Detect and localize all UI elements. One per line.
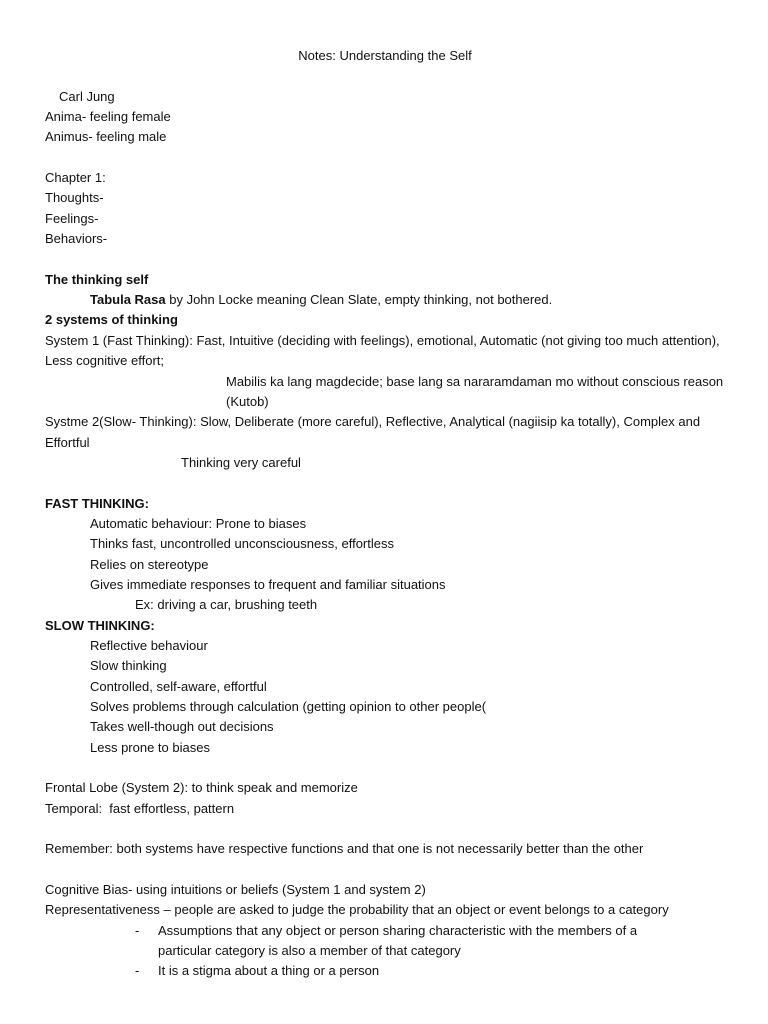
spacer <box>45 860 725 880</box>
system2-paragraph: Systme 2(Slow- Thinking): Slow, Deliberate (more careful), Reflective, Analytical (nagiisip ka totally), Complex and Effortful <box>45 414 701 450</box>
chapter-heading: Chapter 1: <box>45 170 106 186</box>
system1-note: Mabilis ka lang magdecide; base lang sa nararamdaman mo without conscious reason (Kutob) <box>226 373 724 409</box>
chapter-item: Thoughts- <box>45 190 104 206</box>
spacer <box>45 819 725 839</box>
fast-thinking-item: Thinks fast, uncontrolled unconsciousness, effortless <box>90 536 394 552</box>
system1-paragraph: System 1 (Fast Thinking): Fast, Intuitive (deciding with feelings), emotional, Automatic (not giving too much attention), Less cognitive effort; <box>45 332 720 369</box>
slow-thinking-heading: SLOW THINKING: <box>45 617 155 633</box>
list-item <box>45 921 725 962</box>
cognitive-bias-line: Cognitive Bias- using intuitions or beliefs (System 1 and system 2) <box>45 882 426 898</box>
fast-thinking-item: Automatic behaviour: Prone to biases <box>90 515 307 531</box>
bullet-text: Assumptions that any object or person sharing characteristic with the members of a particular category is also a member of that category <box>158 922 638 959</box>
tabula-rasa-definition: by John Locke meaning Clean Slate, empty thinking, not bothered. <box>165 292 553 308</box>
jung-name: Carl Jung <box>59 88 115 104</box>
temporal-lobe-line: Temporal: fast effortless, pattern <box>45 800 235 816</box>
bullet-dash: - <box>135 963 140 979</box>
spacer <box>45 66 725 86</box>
slow-thinking-item: Solves problems through calculation (getting opinion to other people( <box>90 699 487 714</box>
chapter-item: Behaviors- <box>45 231 108 247</box>
spacer <box>45 249 725 269</box>
bullet-dash: - <box>135 922 140 938</box>
animus-line: Animus- feeling male <box>45 129 167 145</box>
slow-thinking-item: Controlled, self-aware, effortful <box>90 678 267 694</box>
slow-thinking-item: Less prone to biases <box>90 739 210 755</box>
document-body <box>45 46 725 982</box>
spacer <box>45 148 725 168</box>
remember-line: Remember: both systems have respective functions and that one is not necessarily better than the other <box>45 841 644 857</box>
fast-thinking-heading: FAST THINKING: <box>45 495 149 511</box>
slow-thinking-item: Reflective behaviour <box>90 637 208 653</box>
system2-note: Thinking very careful <box>181 454 301 470</box>
spacer <box>45 758 725 778</box>
slow-thinking-item: Takes well-though out decisions <box>90 719 274 735</box>
fast-thinking-item: Gives immediate responses to frequent and familiar situations <box>90 576 446 592</box>
anima-line: Anima- feeling female <box>45 109 171 125</box>
frontal-lobe-line: Frontal Lobe (System 2): to think speak and memorize <box>45 780 358 796</box>
thinking-self-heading: The thinking self <box>45 271 149 287</box>
tabula-rasa-term: Tabula Rasa <box>90 292 166 308</box>
systems-heading: 2 systems of thinking <box>45 312 178 328</box>
representativeness-line: Representativeness – people are asked to judge the probability that an object or event belongs to a category <box>45 902 669 918</box>
list-item <box>45 961 725 981</box>
spacer <box>45 473 725 493</box>
tabula-rasa-line <box>45 290 725 310</box>
chapter-item: Feelings- <box>45 210 99 226</box>
fast-thinking-item: Relies on stereotype <box>90 556 209 572</box>
slow-thinking-item: Slow thinking <box>90 658 167 674</box>
page-title: Notes: Understanding the Self <box>298 48 472 63</box>
fast-thinking-example: Ex: driving a car, brushing teeth <box>135 597 318 613</box>
bullet-text: It is a stigma about a thing or a person <box>158 963 380 979</box>
